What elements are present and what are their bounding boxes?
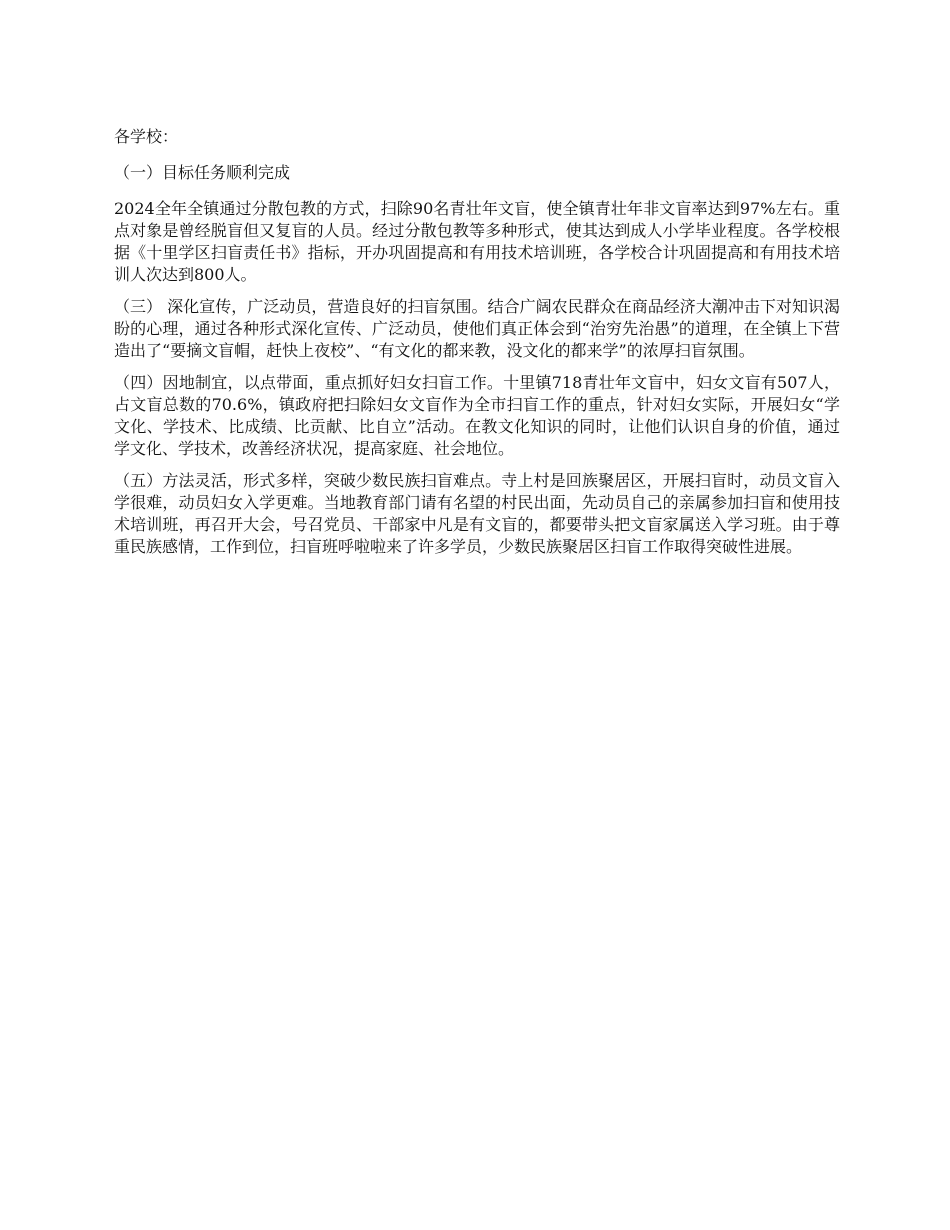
paragraph-women-literacy: （四）因地制宜，以点带面，重点抓好妇女扫盲工作。十里镇718青壮年文盲中，妇女文盲有507人，占文盲总数的70.6%，镇政府把扫除妇女文盲作为全市扫盲工作的重点，针对妇女实际，开展妇女“学文化、学技术、比成绩、比贡献、比自立”活动。在教文化知识的同时，让他们认识自身的价值，通过学文化、学技术，改善经济状况，提高家庭、社会地位。	[114, 373, 840, 458]
paragraph-targets: 2024全年全镇通过分散包教的方式，扫除90名青壮年文盲，使全镇青壮年非文盲率达到97%左右。重点对象是曾经脱盲但又复盲的人员。经过分散包教等多种形式，使其达到成人小学毕业程度。各学校根据《十里学区扫盲责任书》指标，开办巩固提高和有用技术培训班，各学校合计巩固提高和有用技术培训人次达到800人。	[114, 199, 840, 284]
paragraph-publicity: （三） 深化宣传，广泛动员，营造良好的扫盲氛围。结合广阔农民群众在商品经济大潮冲击下对知识渴盼的心理，通过各种形式深化宣传、广泛动员，使他们真正体会到“治穷先治愚”的道理，在全镇上下营造出了“要摘文盲帽，赶快上夜校”、“有文化的都来教，没文化的都来学”的浓厚扫盲氛围。	[114, 297, 840, 360]
document-body	[114, 126, 840, 568]
section-heading-1: （一）目标任务顺利完成	[114, 163, 291, 182]
paragraph-minority-literacy: （五）方法灵活，形式多样，突破少数民族扫盲难点。寺上村是回族聚居区，开展扫盲时，动员文盲入学很难，动员妇女入学更难。当地教育部门请有名望的村民出面，先动员自己的亲属参加扫盲和使用技术培训班，再召开大会，号召党员、干部家中凡是有文盲的，都要带头把文盲家属送入学习班。由于尊重民族感情，工作到位，扫盲班呼啦啦来了许多学员，少数民族聚居区扫盲工作取得突破性进展。	[114, 471, 840, 556]
salutation: 各学校：	[114, 127, 179, 146]
